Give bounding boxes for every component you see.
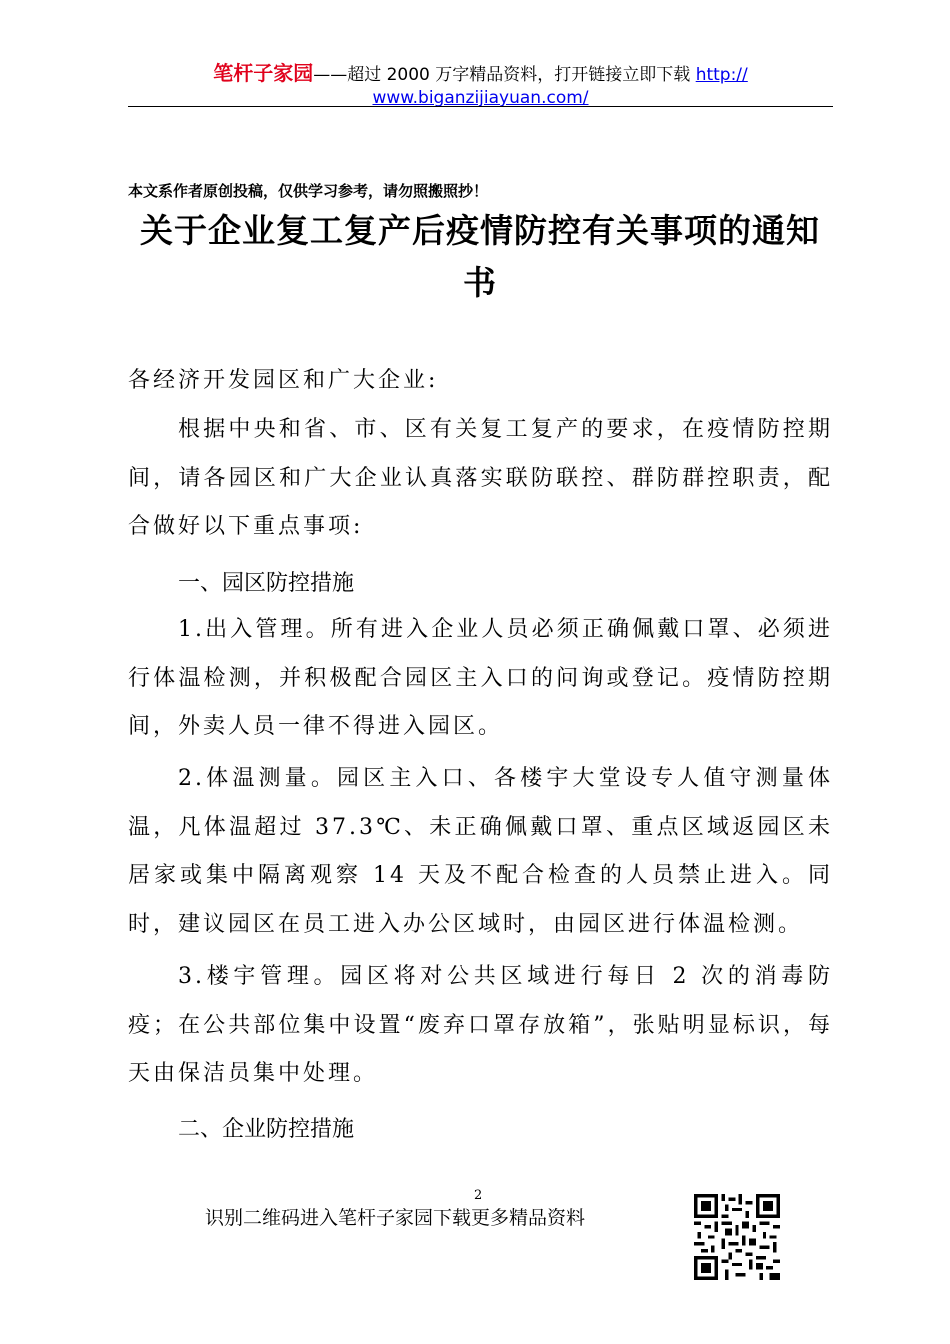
item-building-management: 3.楼宇管理。园区将对公共区域进行每日 2 次的消毒防疫；在公共部位集中设置“废弃口罩存放箱”，张贴明显标识，每天由保洁员集中处理。 xyxy=(128,964,833,1086)
item-entry-management: 1.出入管理。所有进入企业人员必须正确佩戴口罩、必须进行体温检测，并积极配合园区主入口的问询或登记。疫情防控期间，外卖人员一律不得进入园区。 xyxy=(128,617,833,739)
originality-notice: 本文系作者原创投稿，仅供学习参考，请勿照搬照抄！ xyxy=(128,182,489,200)
page-header xyxy=(128,62,833,110)
footer-text: 识别二维码进入笔杆子家园下载更多精品资料 xyxy=(205,1207,586,1229)
intro-paragraph: 根据中央和省、市、区有关复工复产的要求，在疫情防控期间，请各园区和广大企业认真落实联防联控、群防群控职责，配合做好以下重点事项: xyxy=(128,417,833,539)
qr-code[interactable] xyxy=(694,1194,780,1280)
title-line-2: 书 xyxy=(463,263,497,302)
header-divider xyxy=(128,106,833,107)
download-link-part2[interactable]: www.biganzijiayuan.com/ xyxy=(372,88,589,108)
section-heading-enterprise: 二、企业防控措施 xyxy=(178,1117,355,1142)
item-temperature-check: 2.体温测量。园区主入口、各楼宇大堂设专人值守测量体温，凡体温超过 37.3℃、未正确佩戴口罩、重点区域返园区未居家或集中隔离观察 14 天及不配合检查的人员禁止进入。同时，建议园区在员工进入办公区域时，由园区进行体温检测。 xyxy=(128,766,833,937)
download-link-part1[interactable]: http:// xyxy=(695,65,748,85)
document-title xyxy=(120,205,840,309)
header-tagline: ——超过 2000 万字精品资料，打开链接立即下载 xyxy=(313,65,696,85)
section-heading-park: 一、园区防控措施 xyxy=(178,571,355,596)
salutation: 各经济开发园区和广大企业: xyxy=(128,368,439,393)
brand-name: 笔杆子家园 xyxy=(213,61,314,85)
page-number: 2 xyxy=(474,1188,483,1203)
title-line-1: 关于企业复工复产后疫情防控有关事项的通知 xyxy=(140,211,820,250)
